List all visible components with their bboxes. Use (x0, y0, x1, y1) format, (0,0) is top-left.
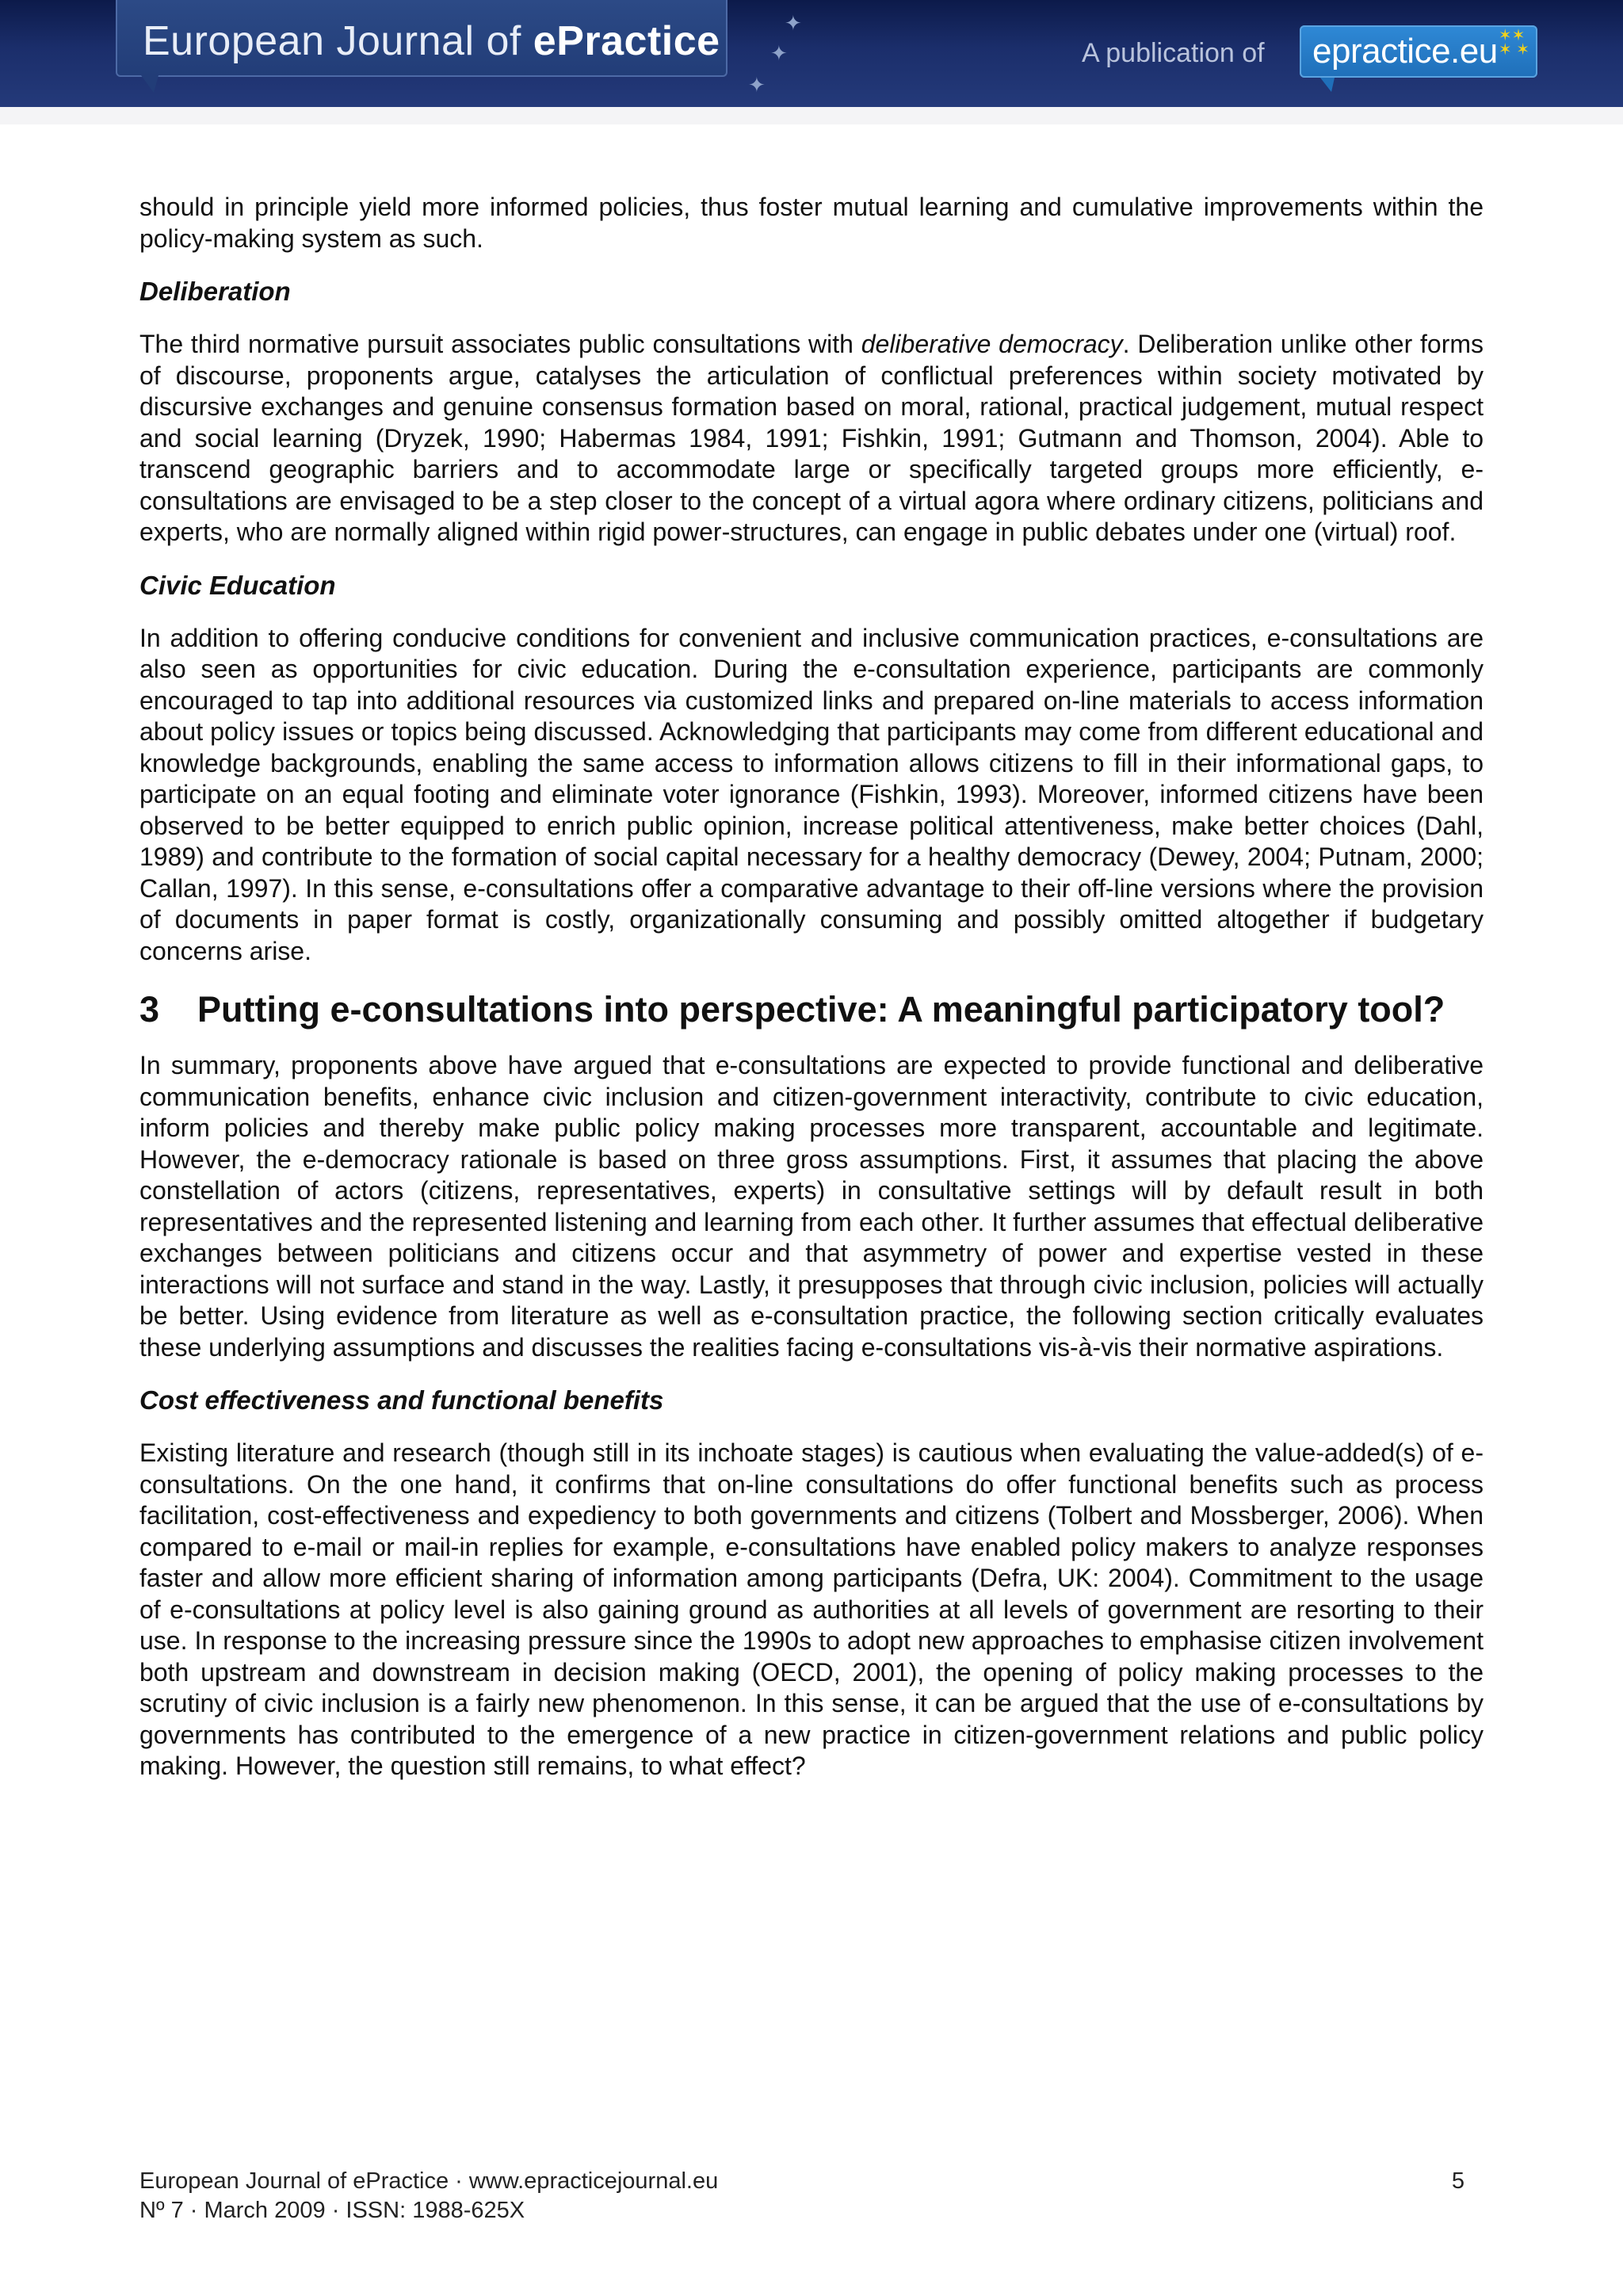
page-number: 5 (1451, 2168, 1465, 2194)
eu-stars-icon: ✶✶ ✶ ✶ (1498, 27, 1529, 59)
page-footer (139, 2167, 1484, 2225)
article-body (139, 192, 1484, 1804)
star-icon: ✦ (770, 41, 788, 65)
epractice-logo (1300, 25, 1537, 78)
paragraph-intro: should in principle yield more informed policies, thus foster mutual learning and cumulative improvements within the policy-making system as such. (139, 193, 1484, 253)
publication-of-label: A publication of (1082, 38, 1265, 68)
subheading-civic-education: Civic Education (139, 570, 336, 600)
section-heading (139, 988, 1484, 1031)
journal-banner (0, 0, 1623, 124)
footer-journal-line: European Journal of ePractice · www.epracticejournal.eu (139, 2168, 719, 2194)
paragraph-civic-education: In addition to offering conducive conditions for convenient and inclusive communication practices, e-consultations are also seen as opportunities for civic education. During the e-consultation experience, participants are commonly encouraged to tap into additional resources via customized links and prepared on-line materials to access information about policy issues or topics being discussed. Acknowledging that participants may come from different educational and knowledge backgrounds, enabling the same access to information allows citizens to fill in their informational gaps, to participate on an equal footing and eliminate voter ignorance (Fishkin, 1993). Moreover, informed citizens have been observed to be better equipped to enrich public opinion, increase political attentiveness, make better choices (Dahl, 1989) and contribute to the formation of social capital necessary for a healthy democracy (Dewey, 2004; Putnam, 2000; Callan, 1997). In this sense, e-consultations offer a comparative advantage to their off-line versions where the provision of documents in paper format is costly, organizationally consuming and possibly omitted altogether if budgetary concerns arise. (139, 623, 1484, 965)
star-icon: ✦ (785, 11, 802, 35)
paragraph-deliberation: The third normative pursuit associates public consultations with deliberative democracy. Deliberation unlike other forms of discourse, proponents argue, catalyses the articulation of conflictual preferences within society motivated by discursive exchanges and genuine consensus formation based on moral, rational, practical judgement, mutual respect and social learning (Dryzek, 1990; Habermas 1984, 1991; Fishkin, 1991; Gutmann and Thomson, 2004). Able to transcend geographic barriers and to accommodate large or specifically targeted groups more efficiently, e-consultations are envisaged to be a step closer to the concept of a virtual agora where ordinary citizens, politicians and experts, who are normally aligned within rigid power-structures, can engage in public debates under one (virtual) roof. (139, 330, 1484, 546)
paragraph-cost-effectiveness: Existing literature and research (though still in its inchoate stages) is cautious when evaluating the value-added(s) of e-consultations. On the one hand, it confirms that on-line consultations do offer functional benefits such as process facilitation, cost-effectiveness and expediency to both governments and citizens (Tolbert and Mossberger, 2006). When compared to e-mail or mail-in replies for example, e-consultations have enabled policy makers to analyze responses faster and allow more efficient sharing of information among participants (Defra, UK: 2004). Commitment to the usage of e-consultations at policy level is also gaining ground as authorities at all levels of government are resorting to their use. In response to the increasing pressure since the 1990s to adopt new approaches to emphasise citizen involvement both upstream and downstream in decision making (OECD, 2001), the opening of policy making processes to the scrutiny of civic inclusion is a fairly new phenomenon. In this sense, it can be argued that the use of e-consultations by governments has contributed to the emergence of a new practice in citizen-government relations and public policy making. However, the question still remains, to what effect? (139, 1438, 1484, 1780)
section-title: Putting e-consultations into perspective: A meaningful participatory tool? (197, 989, 1445, 1030)
journal-title-prefix: European Journal of (143, 18, 533, 64)
emphasis-deliberative-democracy: deliberative democracy (861, 330, 1123, 358)
subheading-deliberation: Deliberation (139, 277, 291, 306)
epractice-logo-text: epractice.eu (1312, 32, 1498, 71)
journal-title (143, 17, 720, 65)
paragraph-summary: In summary, proponents above have argued that e-consultations are expected to provide functional and deliberative communication benefits, enhance civic inclusion and citizen-government interactivity, contribute to civic education, inform policies and thereby make public policy making processes more transparent, accountable and legitimate. However, the e-democracy rationale is based on three gross assumptions. First, it assumes that placing the above constellation of actors (citizens, representatives, experts) in consultative settings will by default result in both representatives and the represented listening and learning from each other. It further assumes that effectual deliberative exchanges between politicians and citizens occur and that asymmetry of power and expertise vested in these interactions will not surface and stand in the way. Lastly, it presupposes that through civic inclusion, policies will actually be better. Using evidence from literature as well as e-consultation practice, the following section critically evaluates these underlying assumptions and discusses the realities facing e-consultations vis-à-vis their normative aspirations. (139, 1051, 1484, 1362)
section-number: 3 (139, 989, 160, 1030)
footer-issue-line: Nº 7 · March 2009 · ISSN: 1988-625X (139, 2198, 525, 2223)
subheading-cost-effectiveness: Cost effectiveness and functional benefits (139, 1385, 664, 1415)
star-icon: ✦ (748, 73, 766, 97)
journal-title-name: ePractice (533, 18, 720, 64)
